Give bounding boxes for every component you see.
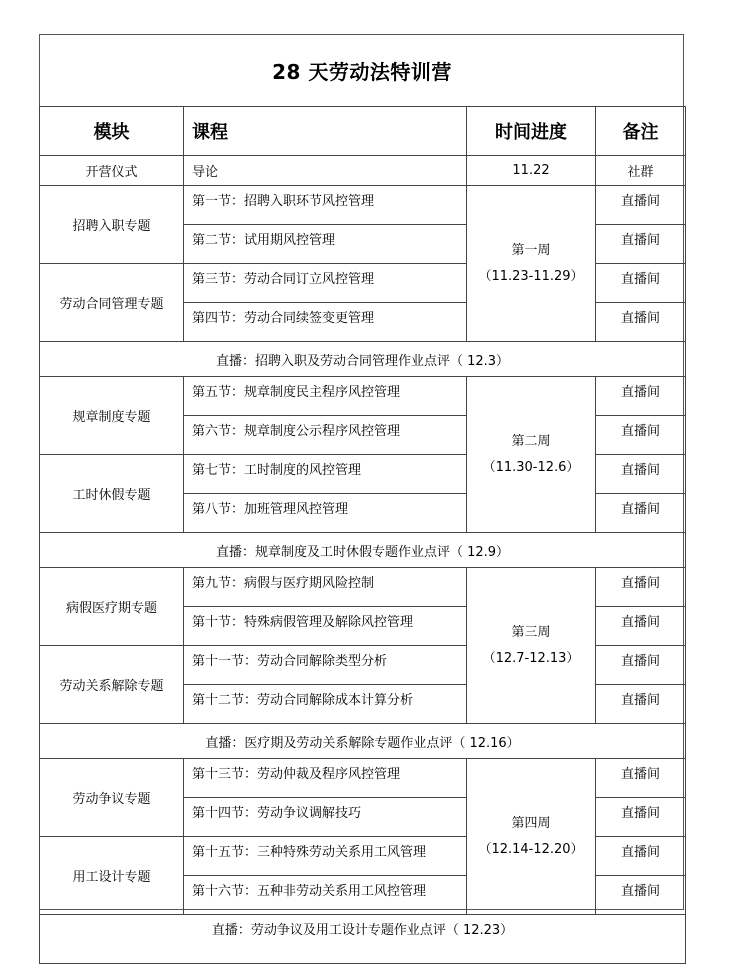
review-row	[40, 915, 686, 964]
lesson-note: 直播间	[596, 685, 686, 724]
header-note: 备注	[596, 107, 686, 156]
module-name: 劳动争议专题	[40, 759, 184, 837]
lesson-note: 直播间	[596, 377, 686, 416]
page-title: 28 天劳动法特训营	[272, 59, 452, 84]
review-row	[40, 533, 686, 568]
module-name: 劳动关系解除专题	[40, 646, 184, 724]
opening-module: 开营仪式	[40, 156, 184, 186]
header-course: 课程	[184, 107, 467, 156]
lesson-note: 直播间	[596, 303, 686, 342]
header-schedule: 时间进度	[467, 107, 596, 156]
lesson-note: 直播间	[596, 876, 686, 915]
lesson-row	[40, 759, 686, 798]
lesson-title: 第十五节：三种特殊劳动关系用工风管理	[184, 837, 467, 876]
lesson-title: 第三节：劳动合同订立风控管理	[184, 264, 467, 303]
lesson-row	[40, 568, 686, 607]
lesson-note: 直播间	[596, 225, 686, 264]
week-range: （12.7-12.13）	[482, 650, 580, 666]
lesson-title: 第十六节：五种非劳动关系用工风控管理	[184, 876, 467, 915]
lesson-note: 直播间	[596, 759, 686, 798]
lesson-title: 第十节：特殊病假管理及解除风控管理	[184, 607, 467, 646]
opening-row	[40, 156, 686, 186]
week-label: 第一周	[511, 242, 551, 258]
lesson-title: 第十二节：劳动合同解除成本计算分析	[184, 685, 467, 724]
schedule-table	[39, 106, 686, 964]
lesson-row	[40, 186, 686, 225]
header-module: 模块	[40, 107, 184, 156]
review-text: 直播：规章制度及工时休假专题作业点评（ 12.9）	[40, 533, 686, 568]
week-label: 第三周	[511, 624, 551, 640]
lesson-title: 第十一节：劳动合同解除类型分析	[184, 646, 467, 685]
lesson-title: 第八节：加班管理风控管理	[184, 494, 467, 533]
week-range: （11.30-12.6）	[482, 459, 580, 475]
module-name: 劳动合同管理专题	[40, 264, 184, 342]
lesson-note: 直播间	[596, 607, 686, 646]
review-text: 直播：招聘入职及劳动合同管理作业点评（ 12.3）	[40, 342, 686, 377]
header-row	[40, 107, 686, 156]
opening-note: 社群	[596, 156, 686, 186]
review-row	[40, 342, 686, 377]
lesson-title: 第九节：病假与医疗期风险控制	[184, 568, 467, 607]
lesson-title: 第十四节：劳动争议调解技巧	[184, 798, 467, 837]
module-name: 招聘入职专题	[40, 186, 184, 264]
week-cell	[467, 377, 596, 533]
lesson-note: 直播间	[596, 568, 686, 607]
module-name: 工时休假专题	[40, 455, 184, 533]
lesson-title: 第七节：工时制度的风控管理	[184, 455, 467, 494]
lesson-title: 第二节：试用期风控管理	[184, 225, 467, 264]
lesson-title: 第五节：规章制度民主程序风控管理	[184, 377, 467, 416]
lesson-note: 直播间	[596, 186, 686, 225]
lesson-title: 第十三节：劳动仲裁及程序风控管理	[184, 759, 467, 798]
module-name: 用工设计专题	[40, 837, 184, 915]
opening-date: 11.22	[467, 156, 596, 186]
opening-course: 导论	[184, 156, 467, 186]
module-name: 规章制度专题	[40, 377, 184, 455]
review-text: 直播：劳动争议及用工设计专题作业点评（ 12.23）	[40, 915, 686, 964]
week-label: 第二周	[511, 433, 551, 449]
lesson-note: 直播间	[596, 416, 686, 455]
lesson-note: 直播间	[596, 494, 686, 533]
week-cell	[467, 759, 596, 915]
lesson-note: 直播间	[596, 646, 686, 685]
week-cell	[467, 186, 596, 342]
module-name: 病假医疗期专题	[40, 568, 184, 646]
lesson-title: 第一节：招聘入职环节风控管理	[184, 186, 467, 225]
review-row	[40, 724, 686, 759]
lesson-note: 直播间	[596, 455, 686, 494]
lesson-note: 直播间	[596, 264, 686, 303]
week-range: （12.14-12.20）	[478, 841, 584, 857]
week-label: 第四周	[511, 815, 551, 831]
lesson-note: 直播间	[596, 798, 686, 837]
week-range: （11.23-11.29）	[478, 268, 584, 284]
week-cell	[467, 568, 596, 724]
lesson-note: 直播间	[596, 837, 686, 876]
review-text: 直播：医疗期及劳动关系解除专题作业点评（ 12.16）	[40, 724, 686, 759]
lesson-title: 第四节：劳动合同续签变更管理	[184, 303, 467, 342]
lesson-row	[40, 377, 686, 416]
lesson-title: 第六节：规章制度公示程序风控管理	[184, 416, 467, 455]
